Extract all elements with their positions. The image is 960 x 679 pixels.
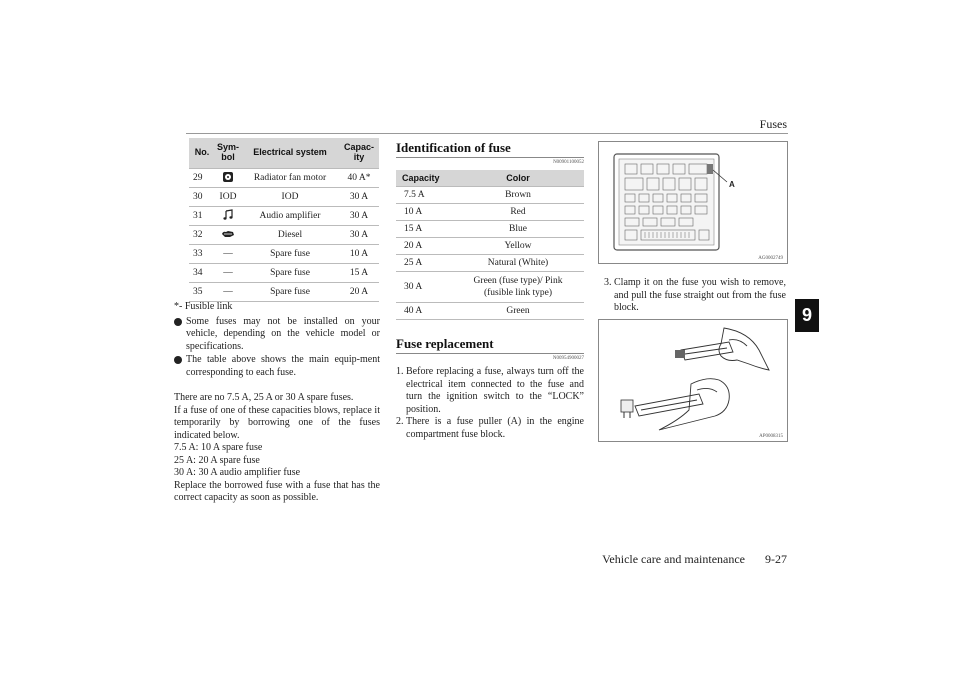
- header-capacity: Capac- ity: [339, 138, 379, 169]
- fuse-puller-illustration: [599, 320, 787, 441]
- capacity-cell: 40 A: [396, 303, 452, 320]
- replacement-code: N00954900027: [552, 356, 584, 361]
- fuse-capacity: 20 A: [339, 283, 379, 302]
- fuse-no: 30: [189, 188, 215, 207]
- color-table-header: [396, 170, 584, 187]
- fuse-capacity: 30 A: [339, 207, 379, 226]
- chapter-tab: 9: [795, 299, 819, 332]
- table-row: [396, 221, 584, 238]
- fuse-capacity: 10 A: [339, 245, 379, 264]
- step-text: There is a fuse puller (A) in the engine compartment fuse block.: [406, 416, 584, 440]
- step-number: 3.: [604, 277, 612, 288]
- section-rule: [396, 157, 584, 158]
- diesel-icon: [221, 229, 235, 239]
- fuse-capacity: 40 A*: [339, 169, 379, 188]
- color-cell: Brown: [452, 187, 584, 204]
- capacity-cell: 7.5 A: [396, 187, 452, 204]
- fuse-no: 31: [189, 207, 215, 226]
- color-cell: Green (fuse type)/ Pink (fusible link type): [452, 272, 584, 303]
- fuse-symbol: —: [215, 264, 241, 283]
- step-text: Clamp it on the fuse you wish to remove, and pull the fuse straight out from the fuse block.: [614, 277, 786, 313]
- replacement-steps: [396, 366, 584, 441]
- color-cell: Green: [452, 303, 584, 320]
- color-cell: Yellow: [452, 238, 584, 255]
- fuse-table-header: [189, 138, 379, 169]
- bullet-item: [174, 354, 380, 379]
- step-text: Before replacing a fuse, always turn off the electrical item connected to the fuse and turn the ignition switch to the “LOCK” position.: [406, 366, 584, 415]
- fuse-block-illustration: [599, 142, 787, 263]
- fuse-capacity: 30 A: [339, 226, 379, 245]
- table-row: [396, 303, 584, 320]
- bullet-item: [174, 316, 380, 354]
- table-row: [189, 169, 379, 188]
- table-row: [189, 226, 379, 245]
- table-row: [189, 283, 379, 302]
- header-no: No.: [189, 138, 215, 169]
- capacity-cell: 20 A: [396, 238, 452, 255]
- fuse-color-table: [396, 170, 584, 320]
- color-cell: Natural (White): [452, 255, 584, 272]
- page-header-title: Fuses: [759, 117, 787, 131]
- music-note-icon: [222, 209, 234, 221]
- step-number: 2.: [396, 416, 404, 427]
- paragraph-line: 25 A: 20 A spare fuse: [174, 454, 260, 466]
- section-rule: [396, 353, 584, 354]
- fuse-no: 35: [189, 283, 215, 302]
- fuse-system: Spare fuse: [241, 245, 339, 264]
- fuse-symbol: IOD: [215, 188, 241, 207]
- table-row: [396, 272, 584, 303]
- fuse-system: Radiator fan motor: [241, 169, 339, 188]
- paragraph-line: 30 A: 30 A audio amplifier fuse: [174, 467, 301, 478]
- bullet-text: The table above shows the main equip-ment corresponding to each fuse.: [186, 354, 380, 378]
- header-symbol: Sym- bol: [215, 138, 241, 169]
- capacity-cell: 15 A: [396, 221, 452, 238]
- footer-section: Vehicle care and maintenance: [602, 552, 745, 566]
- fuse-system: Spare fuse: [241, 283, 339, 302]
- step-item: [396, 416, 584, 441]
- fuse-symbol: —: [215, 283, 241, 302]
- step-item: [604, 277, 786, 315]
- fuse-no: 32: [189, 226, 215, 245]
- fuse-puller-figure: [598, 319, 788, 442]
- label-a: A: [729, 180, 735, 189]
- header-color: Color: [452, 170, 584, 187]
- fuse-system: Audio amplifier: [241, 207, 339, 226]
- header-rule: [186, 133, 788, 134]
- page-footer: [602, 552, 787, 567]
- fuse-no: 34: [189, 264, 215, 283]
- bullet-icon: [174, 356, 182, 364]
- fuse-capacity: 30 A: [339, 188, 379, 207]
- paragraph-line: There are no 7.5 A, 25 A or 30 A spare fuses.: [174, 392, 354, 403]
- table-row: [189, 264, 379, 283]
- fuse-table: [189, 138, 379, 302]
- left-text-block: [174, 301, 380, 505]
- fuse-block-figure: [598, 141, 788, 264]
- header-capacity: Capacity: [396, 170, 452, 187]
- capacity-cell: 30 A: [396, 272, 452, 303]
- paragraph-line: If a fuse of one of these capacities blows, replace it temporarily by borrowing one of the fuses indicated below.: [174, 404, 380, 441]
- fuse-system: Diesel: [241, 226, 339, 245]
- paragraph-line: Replace the borrowed fuse with a fuse that has the correct capacity as soon as possible.: [174, 479, 380, 503]
- color-cell: Red: [452, 204, 584, 221]
- footer-page-number: 9-27: [765, 552, 787, 566]
- table-row: [396, 238, 584, 255]
- capacity-cell: 10 A: [396, 204, 452, 221]
- figure-code: AG0002749: [758, 256, 783, 261]
- identification-code: N00901100052: [553, 160, 584, 165]
- replacement-step-3: [604, 277, 786, 315]
- identification-title: Identification of fuse: [396, 140, 511, 155]
- fuse-no: 29: [189, 169, 215, 188]
- fuse-no: 33: [189, 245, 215, 264]
- replacement-title: Fuse replacement: [396, 336, 494, 351]
- table-row: [396, 187, 584, 204]
- step-item: [396, 366, 584, 416]
- bullet-icon: [174, 318, 182, 326]
- capacity-cell: 25 A: [396, 255, 452, 272]
- table-row: [189, 207, 379, 226]
- fuse-system: Spare fuse: [241, 264, 339, 283]
- bullet-text: Some fuses may not be installed on your vehicle, depending on the vehicle model or specifications.: [186, 315, 380, 352]
- fuse-capacity: 15 A: [339, 264, 379, 283]
- table-row: [396, 255, 584, 272]
- table-row: [396, 204, 584, 221]
- fuse-symbol: —: [215, 245, 241, 264]
- table-row: [189, 188, 379, 207]
- step-number: 1.: [396, 366, 404, 377]
- fuse-system: IOD: [241, 188, 339, 207]
- footnote: *- Fusible link: [174, 301, 233, 312]
- paragraph-line: 7.5 A: 10 A spare fuse: [174, 442, 263, 453]
- table-row: [189, 245, 379, 264]
- header-electrical-system: Electrical system: [241, 138, 339, 169]
- color-cell: Blue: [452, 221, 584, 238]
- figure-code: AP0008315: [759, 434, 783, 439]
- radiator-fan-icon: [222, 171, 234, 183]
